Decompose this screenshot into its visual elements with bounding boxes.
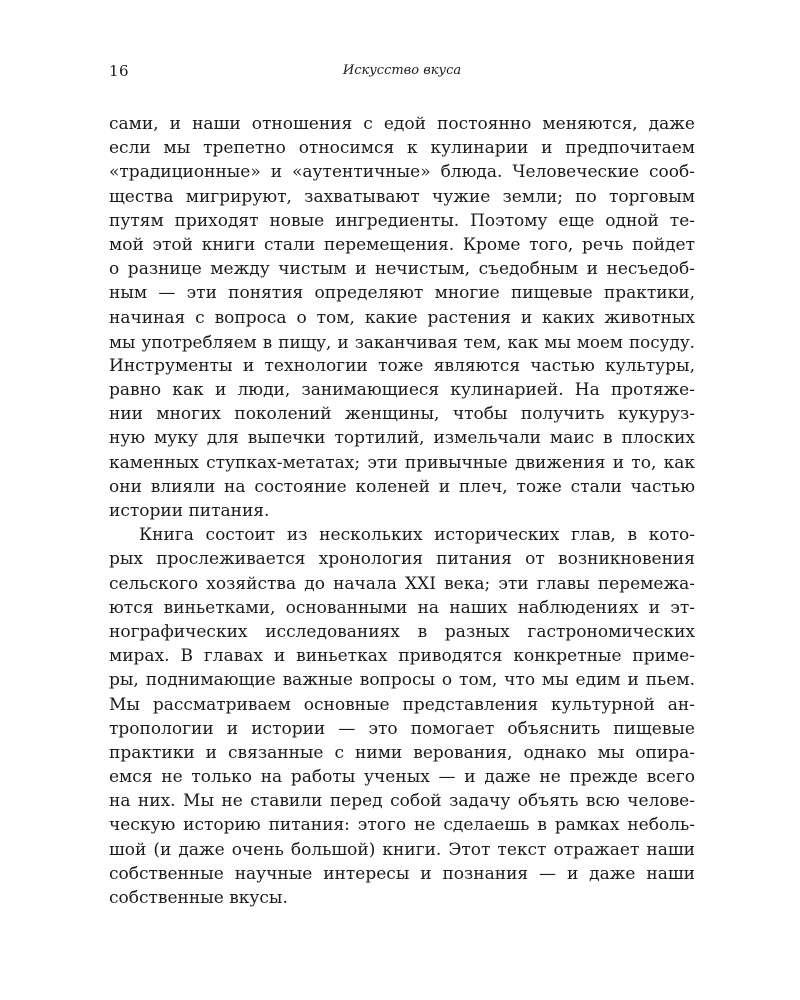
text-line: ческую историю питания: этого не сделаешь в рамках неболь-	[109, 815, 695, 836]
text-line: емся не только на работы ученых — и даже не прежде всего	[109, 767, 695, 788]
text-line: они влияли на состояние коленей и плеч, тоже стали частью	[109, 476, 695, 497]
text-line: путям приходят новые ингредиенты. Поэтому еще одной те-	[109, 210, 695, 231]
text-line: каменных ступках-метатах; эти привычные движения и то, как	[109, 452, 695, 473]
text-line: ры, поднимающие важные вопросы о том, что мы едим и пьем.	[109, 670, 695, 691]
text-line: практики и связанные с ними верования, однако мы опира-	[109, 742, 695, 763]
text-line: Мы рассматриваем основные представления культурной ан-	[109, 694, 695, 715]
text-line: щества мигрируют, захватывают чужие земли; по торговым	[109, 186, 695, 207]
text-line: мой этой книги стали перемещения. Кроме того, речь пойдет	[109, 234, 695, 255]
text-line: равно как и люди, занимающиеся кулинарией. На протяже-	[109, 380, 695, 401]
text-line: Инструменты и технологии тоже являются частью культуры,	[109, 355, 695, 376]
text-line: мы употребляем в пищу, и заканчивая тем, как мы моем посуду.	[109, 331, 695, 352]
page-number: 16	[109, 62, 130, 80]
text-line: нографических исследованиях в разных гастрономических	[109, 621, 695, 642]
text-line: «традиционные» и «аутентичные» блюда. Человеческие сооб-	[109, 162, 695, 183]
text-line: собственные научные интересы и познания — и даже наши	[109, 863, 695, 884]
page-header	[109, 62, 695, 82]
text-line: ную муку для выпечки тортилий, измельчали маис в плоских	[109, 428, 695, 449]
text-line: на них. Мы не ставили перед собой задачу объять всю челове-	[109, 791, 695, 812]
text-line: рых прослеживается хронология питания от возникновения	[109, 549, 695, 570]
paragraph-first-line: Книга состоит из нескольких исторических глав, в кото-	[139, 525, 695, 546]
text-line: шой (и даже очень большой) книги. Этот текст отражает наши	[109, 839, 695, 860]
text-line: начиная с вопроса о том, какие растения и каких животных	[109, 307, 695, 328]
text-line: тропологии и истории — это помогает объяснить пищевые	[109, 718, 695, 739]
text-line: если мы трепетно относимся к кулинарии и предпочитаем	[109, 138, 695, 159]
text-line: ются виньетками, основанными на наших наблюдениях и эт-	[109, 597, 695, 618]
running-title: Искусство вкуса	[342, 63, 462, 78]
paragraph-end-line: истории питания.	[109, 501, 270, 521]
body-text	[109, 112, 695, 910]
text-line: о разнице между чистым и нечистым, съедобным и несъедоб-	[109, 259, 695, 280]
text-line: сами, и наши отношения с едой постоянно меняются, даже	[109, 114, 695, 134]
text-line: сельского хозяйства до начала XXI века; эти главы перемежа-	[109, 573, 695, 594]
text-line: мирах. В главах и виньетках приводятся конкретные приме-	[109, 646, 695, 667]
text-line: ным — эти понятия определяют многие пищевые практики,	[109, 283, 695, 304]
text-line: нии многих поколений женщины, чтобы получить кукуруз-	[109, 404, 695, 425]
paragraph-end-line: собственные вкусы.	[109, 888, 288, 908]
